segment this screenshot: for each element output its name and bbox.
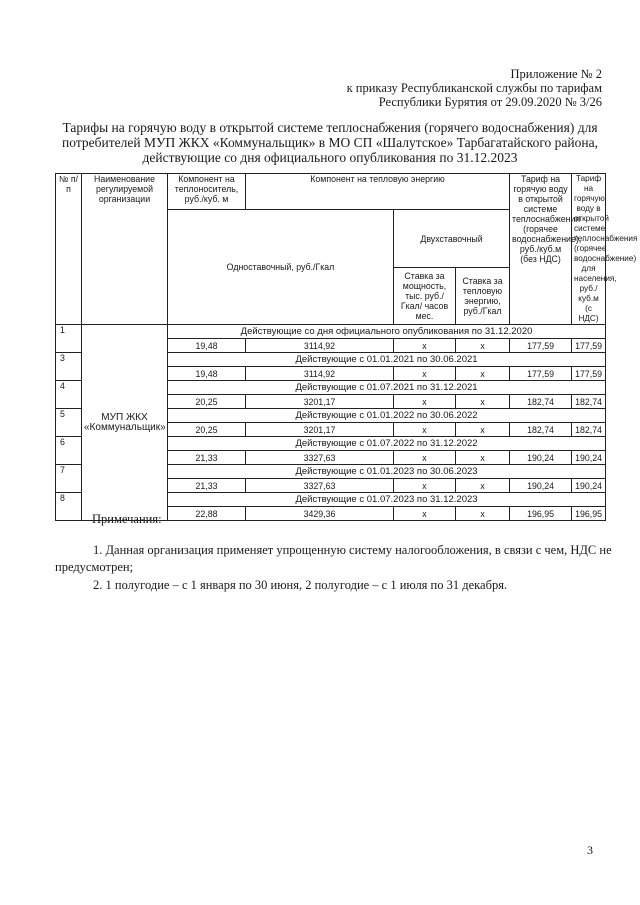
period-label: Действующие с 01.07.2022 по 31.12.2022 (168, 437, 606, 451)
appendix-line-3: Республики Бурятия от 29.09.2020 № 3/26 (378, 95, 602, 109)
row-number: 3 (56, 353, 82, 381)
energy-rate-value: х (456, 423, 510, 437)
header-tariff-no-vat: Тариф на горячую воду в открытой системе теплоснабжения (горячее водоснабжение), руб./куб.м (без НДС) (510, 174, 572, 325)
carrier-value: 21,33 (168, 479, 246, 493)
header-num: № п/п (56, 174, 82, 325)
header-single-rate: Одноставочный, руб./Гкал (168, 210, 394, 325)
power-rate-value: х (394, 451, 456, 465)
carrier-value: 19,48 (168, 367, 246, 381)
tariff-vat-value: 182,74 (572, 423, 606, 437)
carrier-value: 22,88 (168, 507, 246, 521)
tariff-no-vat-value: 177,59 (510, 339, 572, 353)
period-label: Действующие с 01.01.2022 по 30.06.2022 (168, 409, 606, 423)
single-rate-value: 3114,92 (246, 367, 394, 381)
header-carrier-component: Компонент на теплоноситель, руб./куб. м (168, 174, 246, 210)
header-two-rate: Двухставочный (394, 210, 510, 268)
carrier-value: 21,33 (168, 451, 246, 465)
single-rate-value: 3429,36 (246, 507, 394, 521)
organization-name: МУП ЖКХ «Коммунальщик» (82, 325, 168, 521)
tariff-vat-value: 190,24 (572, 479, 606, 493)
period-label: Действующие со дня официального опубликования по 31.12.2020 (168, 325, 606, 339)
carrier-value: 20,25 (168, 423, 246, 437)
carrier-value: 19,48 (168, 339, 246, 353)
appendix-line-1: Приложение № 2 (510, 67, 602, 81)
row-number: 4 (56, 381, 82, 409)
row-number: 8 (56, 493, 82, 521)
header-tariff-vat: Тариф на горячую воду в открытой системе теплоснабжения (горячее водоснабжение) для населения, руб./куб.м (с НДС) (572, 174, 606, 325)
tariff-no-vat-value: 196,95 (510, 507, 572, 521)
period-label: Действующие с 01.01.2021 по 30.06.2021 (168, 353, 606, 367)
tariffs-table (55, 173, 638, 521)
period-label: Действующие с 01.01.2023 по 30.06.2023 (168, 465, 606, 479)
row-number: 5 (56, 409, 82, 437)
header-energy-rate: Ставка за тепловую энергию, руб./Гкал (456, 268, 510, 325)
single-rate-value: 3327,63 (246, 479, 394, 493)
energy-rate-value: х (456, 507, 510, 521)
power-rate-value: х (394, 367, 456, 381)
header-organization: Наименование регулируемой организации (82, 174, 168, 325)
header-energy-component: Компонент на тепловую энергию (246, 174, 510, 210)
header-power-rate: Ставка за мощность, тыс. руб./Гкал/ часов мес. (394, 268, 456, 325)
single-rate-value: 3201,17 (246, 423, 394, 437)
tariff-vat-value: 190,24 (572, 451, 606, 465)
carrier-value: 20,25 (168, 395, 246, 409)
tariff-no-vat-value: 182,74 (510, 395, 572, 409)
row-number: 1 (56, 325, 82, 353)
power-rate-value: х (394, 479, 456, 493)
energy-rate-value: х (456, 339, 510, 353)
power-rate-value: х (394, 507, 456, 521)
tariff-vat-value: 177,59 (572, 367, 606, 381)
page-number: 3 (587, 843, 593, 857)
note-1: 1. Данная организация применяет упрощенную систему налогообложения, в связи с чем, НДС не предусмотрен; (55, 543, 612, 574)
energy-rate-value: х (456, 367, 510, 381)
document-title-line-1: Тарифы на горячую воду в открытой системе теплоснабжения (горячего водоснабжения) для (62, 120, 598, 135)
document-title-line-3: действующие со дня официального опубликования по 31.12.2023 (142, 150, 518, 165)
row-number: 6 (56, 437, 82, 465)
energy-rate-value: х (456, 479, 510, 493)
tariff-no-vat-value: 190,24 (510, 451, 572, 465)
tariff-no-vat-value: 190,24 (510, 479, 572, 493)
power-rate-value: х (394, 395, 456, 409)
notes-heading: Примечания: (92, 512, 162, 526)
period-label: Действующие с 01.07.2021 по 31.12.2021 (168, 381, 606, 395)
tariff-vat-value: 182,74 (572, 395, 606, 409)
single-rate-value: 3327,63 (246, 451, 394, 465)
tariff-no-vat-value: 177,59 (510, 367, 572, 381)
period-label: Действующие с 01.07.2023 по 31.12.2023 (168, 493, 606, 507)
energy-rate-value: х (456, 395, 510, 409)
single-rate-value: 3201,17 (246, 395, 394, 409)
row-number: 7 (56, 465, 82, 493)
appendix-line-2: к приказу Республиканской службы по тарифам (346, 81, 602, 95)
energy-rate-value: х (456, 451, 510, 465)
note-2: 2. 1 полугодие – с 1 января по 30 июня, 2 полугодие – с 1 июля по 31 декабря. (93, 578, 508, 592)
document-title-line-2: потребителей МУП ЖКХ «Коммунальщик» в МО СП «Шалутское» Тарбагатайского района, (62, 135, 598, 150)
tariff-vat-value: 196,95 (572, 507, 606, 521)
power-rate-value: х (394, 339, 456, 353)
tariff-vat-value: 177,59 (572, 339, 606, 353)
tariff-no-vat-value: 182,74 (510, 423, 572, 437)
single-rate-value: 3114,92 (246, 339, 394, 353)
power-rate-value: х (394, 423, 456, 437)
